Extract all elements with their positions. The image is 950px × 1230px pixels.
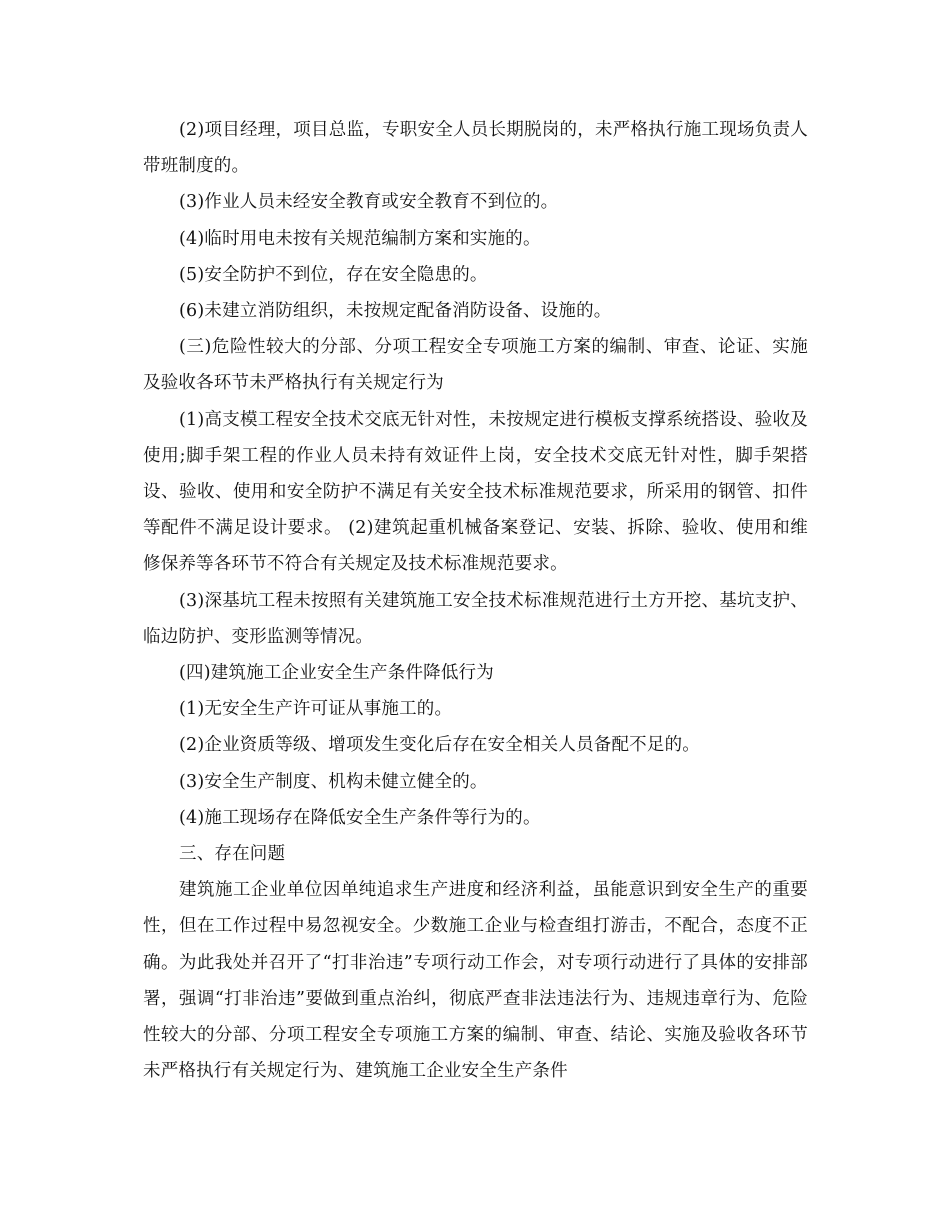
paragraph-11: (4)施工现场存在降低安全生产条件等行为的。: [179, 807, 541, 828]
paragraph-5: (6)未建立消防组织，未按规定配备消防设备、设施的。: [179, 301, 612, 322]
paragraph-1: (2)项目经理，项目总监，专职安全人员长期脱岗的，未严格执行施工现场负责人带班制度的。: [143, 120, 808, 177]
paragraph-4: (5)安全防护不到位，存在安全隐患的。: [179, 264, 488, 285]
paragraph-7: (3)深基坑工程未按照有关建筑施工安全技术标准规范进行土方开挖、基坑支护、临边防护、变形监测等情况。: [143, 590, 808, 647]
section-heading-problems: 三、存在问题: [179, 844, 286, 865]
document-body: [143, 112, 808, 1089]
paragraph-2: (3)作业人员未经安全教育或安全教育不到位的。: [179, 192, 559, 213]
paragraph-10: (3)安全生产制度、机构未健立健全的。: [179, 771, 488, 792]
paragraph-3: (4)临时用电未按有关规范编制方案和实施的。: [179, 228, 541, 249]
section-heading-3: (三)危险性较大的分部、分项工程安全专项施工方案的编制、审查、论证、实施及验收各环节未严格执行有关规定行为: [143, 337, 808, 394]
paragraph-12: 建筑施工企业单位因单纯追求生产进度和经济利益，虽能意识到安全生产的重要性，但在工作过程中易忽视安全。少数施工企业与检查组打游击，不配合，态度不正确。为此我处并召开了“打非治违”专项行动工作会，对专项行动进行了具体的安排部署，强调“打非治违”要做到重点治纠，彻底严查非法违法行为、违规违章行为、危险性较大的分部、分项工程安全专项施工方案的编制、审查、结论、实施及验收各环节未严格执行有关规定行为、建筑施工企业安全生产条件: [143, 880, 808, 1082]
paragraph-9: (2)企业资质等级、增项发生变化后存在安全相关人员备配不足的。: [179, 735, 700, 756]
paragraph-8: (1)无安全生产许可证从事施工的。: [179, 699, 453, 720]
section-heading-4: (四)建筑施工企业安全生产条件降低行为: [179, 663, 494, 684]
paragraph-6: (1)高支模工程安全技术交底无针对性，未按规定进行模板支撑系统搭设、验收及使用;脚手架工程的作业人员未持有效证件上岗，安全技术交底无针对性，脚手架搭设、验收、使用和安全防护不满足有关安全技术标准规范要求，所采用的钢管、扣件等配件不满足设计要求。 (2)建筑起重机械备案登记、安装、拆除、验收、使用和维修保养等各环节不符合有关规定及技术标准规范要求。: [143, 409, 808, 575]
